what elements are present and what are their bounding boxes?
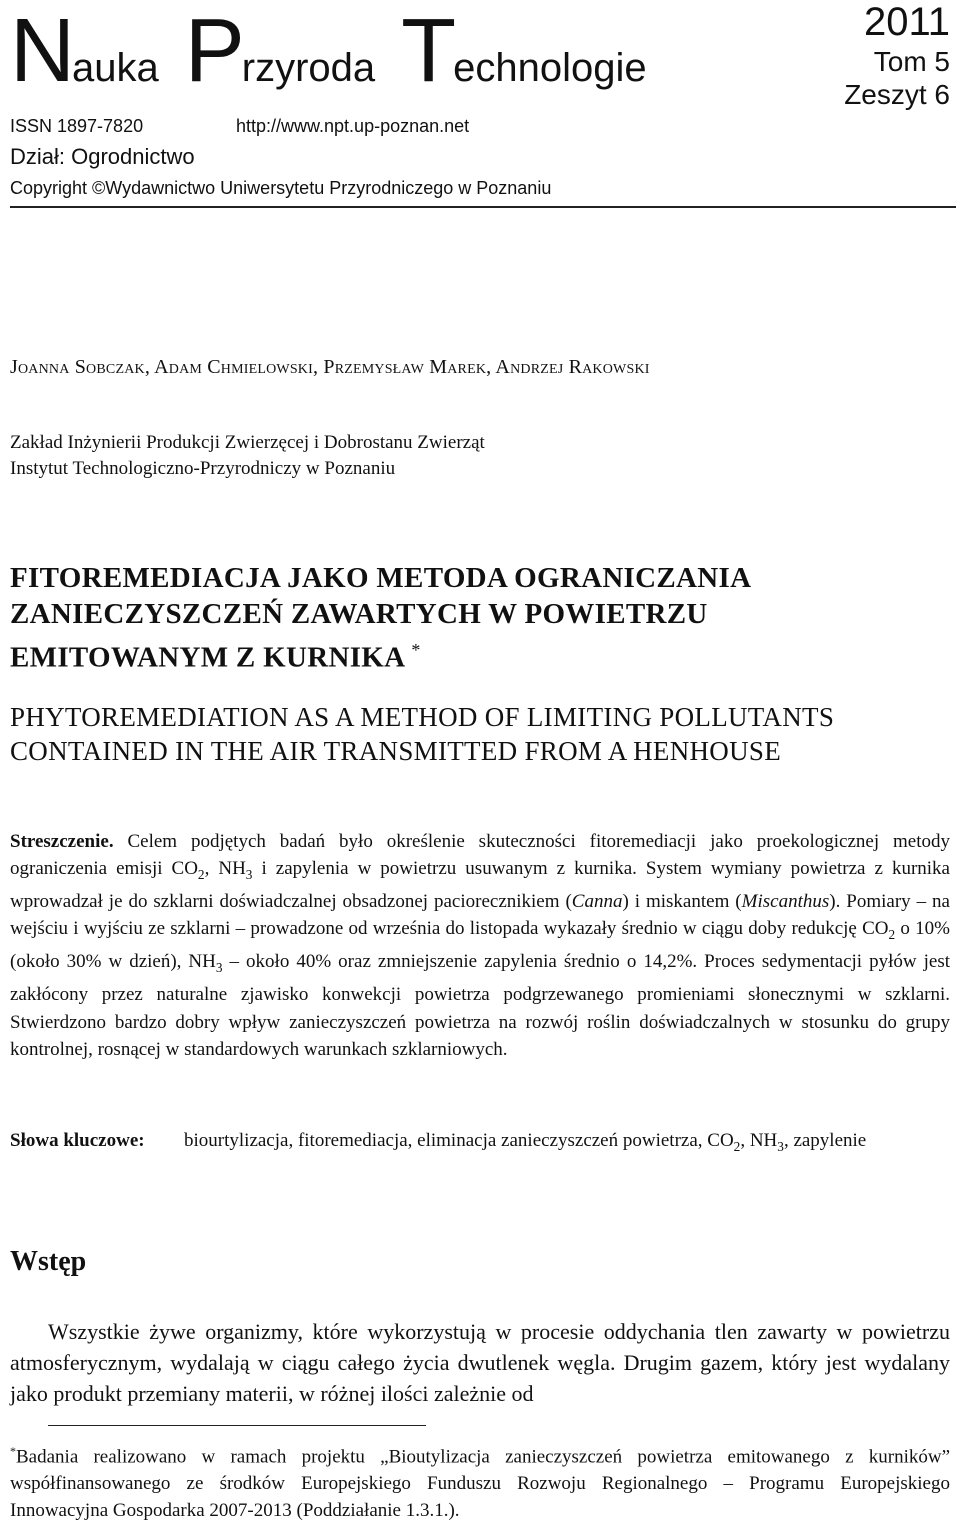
- abstract-subscript: 2: [888, 927, 896, 943]
- issue-number: Zeszyt 6: [844, 79, 950, 110]
- keywords: [10, 1126, 950, 1161]
- abstract-text: ) i miskantem (: [622, 891, 742, 913]
- article-title-english: PHYTOREMEDIATION AS A METHOD OF LIMITING POLLUTANTS CONTAINED IN THE AIR TRANSMITTED FROM A HENHOUSE: [10, 702, 835, 766]
- introduction-paragraph: Wszystkie żywe organizmy, które wykorzystują w procesie oddychania tlen zawarty w powietrzu atmosferycznym, wydalają w ciągu całego życia dwutlenek węgla. Drugim gazem, który jest wydalany jako produkt przemiany materii, w różnej ilości zależnie od: [10, 1319, 950, 1406]
- abstract-text: – około 40% oraz zmniejszenie zapylenia średnio o 14,2%. Proces sedymentacji pyłów jest zakłócony przez naturalne zjawisko konwekcji powietrza podgrzewanego promieniami słonecznymi w szklarni. Stwierdzono bardzo dobry wpływ zanieczyszczeń powietrza na rozwój roślin doświadczalnych w stosunku do grupy kontrolnej, rosnącej w standardowych warunkach szklarniowych.: [10, 951, 950, 1060]
- issn-line: [10, 116, 470, 137]
- abstract-text: i zapylenia w powietrzu usuwanym z kurnika. System wymiany powietrza z kurnika wprowadzał je do szklarni doświadczalnej obsadzonej paciorecznikiem (: [10, 858, 950, 913]
- abstract-text: o 10% (około 30% w dzień), NH: [10, 918, 950, 973]
- affiliation-department: Zakład Inżynierii Produkcji Zwierzęcej i Dobrostanu Zwierząt: [10, 432, 485, 453]
- footnote-divider: [48, 1425, 426, 1426]
- copyright-notice: Copyright ©Wydawnictwo Uniwersytetu Przyrodniczego w Poznaniu: [10, 178, 552, 198]
- abstract-label: Streszczenie.: [10, 831, 114, 852]
- issue-volume: Tom 5: [873, 46, 950, 77]
- keywords-subscript: 3: [777, 1138, 784, 1154]
- journal-title-initial-p: P: [184, 1, 242, 101]
- abstract: [10, 828, 950, 1063]
- journal-title: [10, 1, 673, 101]
- footnote-text: Badania realizowano w ramach projektu „Bioutylizacja zanieczyszczeń powietrza emitowanego z kurników” współfinansowanego ze środków Europejskiego Funduszu Rozwoju Regionalnego – Programu Europejskiego Innowacyjna Gospodarka 2007-2013 (Poddziałanie 1.3.1.).: [10, 1446, 950, 1522]
- abstract-text: , NH: [204, 858, 246, 880]
- journal-title-word-przyroda: rzyroda: [241, 46, 376, 90]
- journal-title-word-nauka: auka: [72, 46, 159, 90]
- footnote-marker: *: [10, 1444, 16, 1458]
- keywords-label: Słowa kluczowe:: [10, 1130, 145, 1151]
- header-divider: [10, 206, 956, 208]
- abstract-text: Celem podjętych badań było określenie skuteczności fitoremediacji jako proekologicznej metody ograniczenia emisji CO: [10, 831, 950, 880]
- journal-title-word-technologie: echnologie: [453, 46, 647, 90]
- keywords-text: biourtylizacja, fitoremediacja, eliminacja zanieczyszczeń powietrza, CO: [184, 1130, 734, 1151]
- abstract-species-canna: Canna: [571, 891, 623, 913]
- keywords-text: , NH: [740, 1130, 778, 1151]
- section-heading-introduction: Wstęp: [10, 1246, 87, 1277]
- journal-section: Dział: Ogrodnictwo: [10, 144, 195, 169]
- keywords-text: , zapylenie: [783, 1130, 867, 1151]
- article-title-polish: [10, 560, 930, 676]
- abstract-subscript: 2: [197, 867, 205, 882]
- abstract-subscript: 3: [245, 867, 253, 882]
- title-footnote-marker: *: [411, 640, 421, 660]
- journal-header: [10, 0, 956, 210]
- issue-info: [844, 2, 950, 109]
- abstract-subscript: 3: [215, 960, 223, 976]
- footnote: [10, 1438, 950, 1524]
- keywords-list: [184, 1126, 950, 1161]
- keywords-subscript: 2: [733, 1138, 741, 1154]
- issue-year: 2011: [863, 0, 950, 44]
- author-affiliation: [10, 430, 485, 482]
- journal-title-initial-t: T: [401, 1, 454, 101]
- article-title-polish-text: FITOREMEDIACJA JAKO METODA OGRANICZANIA ZANIECZYSZCZEŃ ZAWARTYCH W POWIETRZU EMITOWANYM Z KURNIKA: [10, 562, 750, 674]
- abstract-species-miscanthus: Miscanthus: [741, 891, 830, 913]
- abstract-text: ). Pomiary – na wejściu i wyjściu ze szklarni – prowadzone od września do listopada wykazały średnio w ciągu doby redukcję CO: [10, 891, 950, 940]
- affiliation-institute: Instytut Technologiczno-Przyrodniczy w Poznaniu: [10, 458, 396, 479]
- issn: ISSN 1897-7820: [10, 116, 144, 136]
- journal-url-link[interactable]: http://www.npt.up-poznan.net: [236, 116, 470, 136]
- journal-title-initial-n: N: [10, 1, 72, 101]
- article-authors: Joanna Sobczak, Adam Chmielowski, Przemysław Marek, Andrzej Rakowski: [10, 356, 650, 378]
